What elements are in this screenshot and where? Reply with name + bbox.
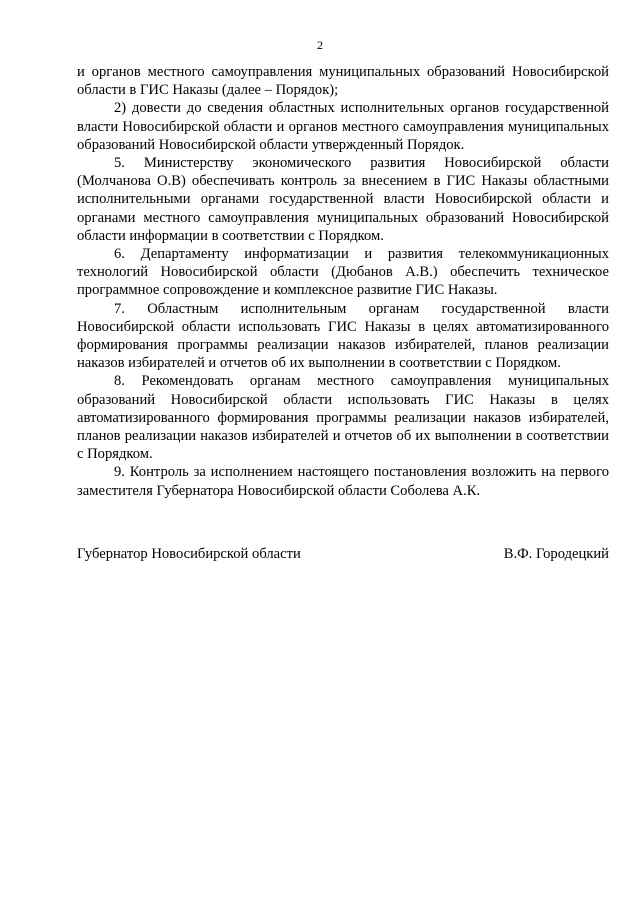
signatory-name: В.Ф. Городецкий xyxy=(503,546,609,562)
page-number: 2 xyxy=(317,38,323,52)
signatory-position: Губернатор Новосибирской области xyxy=(77,546,301,562)
paragraph-item-2: 2) довести до сведения областных исполнительных органов государственной власти Новосибирской области и органов местного самоуправления муниципальных образований Новосибирской области утвержденный Порядок. xyxy=(77,100,609,153)
signature-block xyxy=(77,545,609,563)
document-body xyxy=(77,63,609,500)
paragraph-continuation: и органов местного самоуправления муниципальных образований Новосибирской области в ГИС Наказы (далее – Порядок); xyxy=(77,64,609,99)
paragraph-item-5: 5. Министерству экономического развития Новосибирской области (Молчанова О.В) обеспечивать контроль за внесением в ГИС Наказы областными исполнительными органами государственной власти Новосибирской области и органами местного самоуправления муниципальных образований Новосибирской области информации в соответствии с Порядком. xyxy=(77,155,609,244)
paragraph-item-7: 7. Областным исполнительным органам государственной власти Новосибирской области использовать ГИС Наказы в целях автоматизированного формирования программы реализации наказов избирателей, планов реализации наказов избирателей и отчетов об их выполнении в соответствии с Порядком. xyxy=(77,300,609,372)
paragraph-item-8: 8. Рекомендовать органам местного самоуправления муниципальных образований Новосибирской области использовать ГИС Наказы в целях автоматизированного формирования программы реализации наказов избирателей, планов реализации наказов избирателей и отчетов об их выполнении в соответствии с Порядком. xyxy=(77,373,609,463)
paragraph-item-6: 6. Департаменту информатизации и развития телекоммуникационных технологий Новосибирской области (Дюбанов А.В.) обеспечить техническое программное сопровождение и комплексное развитие ГИС Наказы. xyxy=(77,246,609,299)
paragraph-item-9: 9. Контроль за исполнением настоящего постановления возложить на первого заместителя Губернатора Новосибирской области Соболева А.К. xyxy=(77,464,609,499)
